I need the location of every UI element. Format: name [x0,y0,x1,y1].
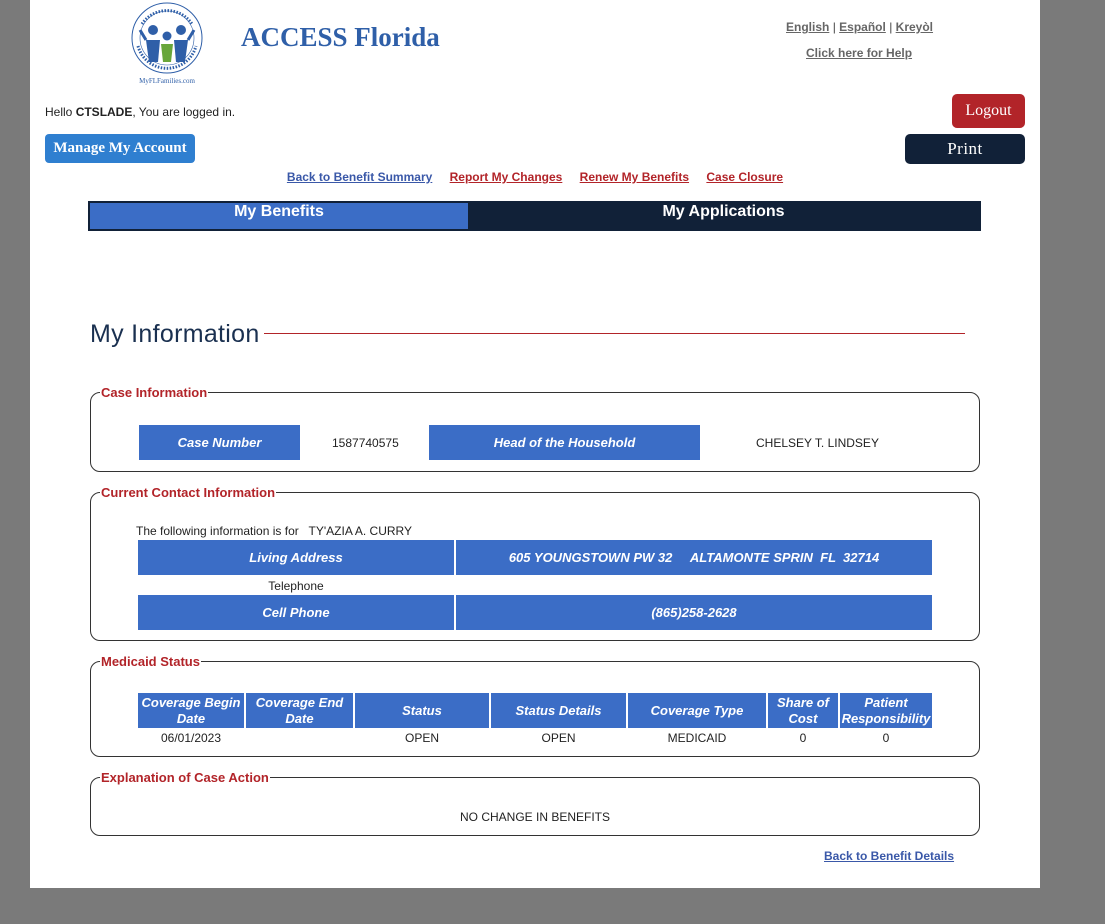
lang-english-link[interactable]: English [786,20,830,34]
col-status: Status [355,693,489,728]
col-coverage-begin: Coverage Begin Date [138,693,244,728]
cell-phone-label: Cell Phone [138,595,454,630]
username: CTSLADE [75,105,133,119]
explanation-section [90,770,980,836]
medicaid-status-section [90,654,980,757]
cell-share-of-cost: 0 [799,731,807,745]
language-links [786,20,933,34]
logout-button[interactable]: Logout [952,94,1025,128]
print-button[interactable]: Print [905,134,1025,164]
telephone-label: Telephone [268,579,324,593]
case-information-section [90,385,980,472]
living-address-value: 605 YOUNGSTOWN PW 32 ALTAMONTE SPRIN FL 32714 [456,540,932,575]
col-status-details: Status Details [491,693,626,728]
site-title: ACCESS Florida [241,22,440,52]
section-legend: Explanation of Case Action [101,770,269,785]
head-of-household-label: Head of the Household [429,425,700,460]
back-to-details-link[interactable]: Back to Benefit Details [824,849,955,863]
greeting-prefix: Hello [45,105,76,119]
case-number-label: Case Number [139,425,300,460]
cell-patient-responsibility: 0 [882,731,890,745]
section-legend: Case Information [101,385,208,400]
svg-text:MyFLFamilies.com: MyFLFamilies.com [139,77,195,85]
contact-for-name: TY'AZIA A. CURRY [308,524,412,538]
back-to-summary-link[interactable]: Back to Benefit Summary [286,170,433,184]
case-closure-link[interactable]: Case Closure [706,170,784,184]
greeting-suffix: , You are logged in. [132,105,236,119]
dcf-logo-icon [122,0,212,86]
section-legend: Medicaid Status [101,654,200,669]
col-coverage-type: Coverage Type [628,693,766,728]
page [30,0,1040,888]
cell-coverage-type: MEDICAID [667,731,727,745]
cell-coverage-begin: 06/01/2023 [160,731,222,745]
case-number-value: 1587740575 [332,436,399,450]
cell-status-details: OPEN [541,731,576,745]
greeting [45,105,235,119]
contact-for-prefix: The following information is for [136,524,299,538]
heading-divider [264,333,965,334]
cell-status: OPEN [404,731,439,745]
contact-for-line [136,524,412,538]
contact-information-section [90,485,980,641]
living-address-label: Living Address [138,540,454,575]
section-legend: Current Contact Information [101,485,276,500]
lang-espanol-link[interactable]: Español [839,20,886,34]
lang-kreyol-link[interactable]: Kreyòl [895,20,934,34]
nav-links [30,170,1040,184]
report-changes-link[interactable]: Report My Changes [449,170,563,184]
head-of-household-value: CHELSEY T. LINDSEY [756,436,879,450]
renew-benefits-link[interactable]: Renew My Benefits [579,170,690,184]
col-share-of-cost: Share of Cost [768,693,838,728]
lang-separator: | [889,20,893,34]
manage-account-button[interactable]: Manage My Account [45,134,195,163]
col-coverage-end: Coverage End Date [246,693,353,728]
col-patient-responsibility: Patient Responsibility [840,693,932,728]
cell-phone-value: (865)258-2628 [456,595,932,630]
tab-bar [88,201,981,231]
tab-my-applications[interactable]: My Applications [468,203,979,229]
lang-separator: | [832,20,836,34]
page-title: My Information [90,320,260,348]
tab-my-benefits[interactable]: My Benefits [90,203,468,229]
help-link[interactable]: Click here for Help [806,46,913,60]
explanation-text: NO CHANGE IN BENEFITS [459,810,611,824]
